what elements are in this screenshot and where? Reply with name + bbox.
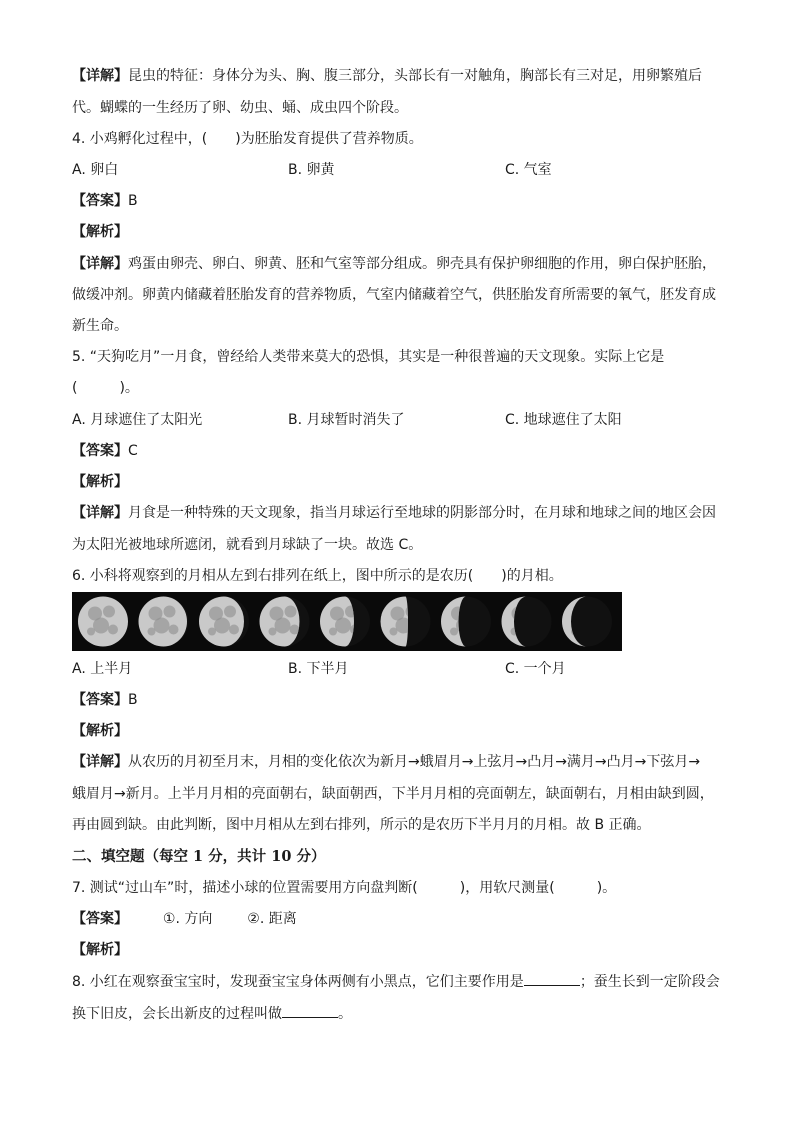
q4-answer (72, 191, 138, 211)
moon-phase-9 (562, 597, 612, 647)
question-7-stem: 7. 测试“过山车”时，描述小球的位置需要用方向盘判断( )，用软尺测量( )。 (72, 880, 617, 896)
detail-tag: 【详解】 (72, 754, 128, 770)
stem-text: 。 (338, 1006, 352, 1022)
q4-detail-line3: 新生命。 (72, 318, 128, 334)
moon-phase-image (72, 592, 622, 651)
q5-analysis-tag: 【解析】 (72, 474, 128, 490)
moon-phase-6 (381, 597, 431, 647)
q6-answer (72, 690, 138, 710)
moon-phase-3 (199, 597, 249, 647)
q6-detail (72, 752, 700, 772)
stem-text: 8. 小红在观察蚕宝宝时，发现蚕宝宝身体两侧有小黑点，它们主要作用是 (72, 974, 524, 990)
stem-text: ；蚕生长到一定阶段会 (579, 974, 720, 990)
moon-phase-8 (502, 597, 552, 647)
q5-option-b: B. 月球暂时消失了 (288, 412, 405, 428)
answer-tag: 【答案】 (72, 692, 128, 708)
detail-tag: 【详解】 (72, 505, 128, 521)
answer-tag: 【答案】 (72, 193, 128, 209)
q4-option-a: A. 卵白 (72, 162, 119, 178)
q7-answer (72, 909, 297, 929)
q6-analysis-tag: 【解析】 (72, 723, 128, 739)
q5-detail (72, 503, 716, 523)
question-8-stem (72, 971, 720, 992)
answer-value: C (128, 443, 138, 459)
q6-option-b: B. 下半月 (288, 661, 349, 677)
detail-tag: 【详解】 (72, 256, 128, 272)
q5-option-c: C. 地球遮住了太阳 (505, 412, 622, 428)
question-4-stem: 4. 小鸡孵化过程中，( )为胚胎发育提供了营养物质。 (72, 131, 423, 147)
answer-tag: 【答案】 (72, 443, 128, 459)
q6-option-a: A. 上半月 (72, 661, 133, 677)
answer-value-2: ②. 距离 (247, 911, 297, 927)
answer-value-1: ①. 方向 (162, 911, 213, 927)
moon-phase-5 (320, 597, 370, 647)
question-5-stem-line2: ( )。 (72, 380, 139, 396)
detail-text: 鸡蛋由卵壳、卵白、卵黄、胚和气室等部分组成。卵壳具有保护卵细胞的作用，卵白保护胚胎， (128, 256, 716, 272)
question-6-stem: 6. 小科将观察到的月相从左到右排列在纸上，图中所示的是农历( )的月相。 (72, 568, 563, 584)
moon-phase-7 (441, 597, 491, 647)
q4-detail-line2: 做缓冲剂。卵黄内储藏着胚胎发育的营养物质，气室内储藏着空气，供胚胎发育所需要的氧气，胚发育成 (72, 287, 716, 303)
q5-answer (72, 441, 138, 461)
answer-value: B (128, 193, 138, 209)
detail-paragraph-insect (72, 66, 702, 86)
detail-text-line: 代。蝴蝶的一生经历了卵、幼虫、蛹、成虫四个阶段。 (72, 100, 408, 116)
moon-phase-strip (72, 592, 622, 651)
answer-tag: 【答案】 (72, 911, 128, 927)
question-5-stem: 5. “天狗吃月”一月食，曾经给人类带来莫大的恐惧，其实是一种很普遍的天文现象。实际上它是 (72, 349, 665, 365)
moon-phase-4 (260, 597, 310, 647)
q7-analysis-tag: 【解析】 (72, 942, 128, 958)
q6-detail-line3: 再由圆到缺。由此判断，图中月相从左到右排列，所示的是农历下半月月的月相。故 B 正确。 (72, 817, 651, 833)
detail-text: 月食是一种特殊的天文现象，指当月球运行至地球的阴影部分时，在月球和地球之间的地区会因 (128, 505, 716, 521)
detail-text: 从农历的月初至月末，月相的变化依次为新月→蛾眉月→上弦月→凸月→满月→凸月→下弦月→ (128, 754, 701, 770)
section-heading-fill-in: 二、填空题（每空 1 分，共计 10 分） (72, 848, 326, 865)
q6-detail-line2: 蛾眉月→新月。上半月月相的亮面朝右，缺面朝西，下半月月相的亮面朝左，缺面朝右，月相由缺到圆， (72, 786, 714, 802)
moon-phase-2 (139, 597, 189, 647)
detail-tag: 【详解】 (72, 68, 128, 84)
answer-value: B (128, 692, 138, 708)
q5-option-a: A. 月球遮住了太阳光 (72, 412, 203, 428)
moon-phase-1 (78, 597, 128, 647)
blank-line (282, 1003, 338, 1018)
q5-detail-line2: 为太阳光被地球所遮闭，就看到月球缺了一块。故选 C。 (72, 537, 423, 553)
blank-line (524, 971, 580, 986)
detail-text: 昆虫的特征：身体分为头、胸、腹三部分，头部长有一对触角，胸部长有三对足，用卵繁殖后 (128, 68, 702, 84)
q4-option-c: C. 气室 (505, 162, 552, 178)
q6-option-c: C. 一个月 (505, 661, 566, 677)
q4-analysis-tag: 【解析】 (72, 224, 128, 240)
q4-option-b: B. 卵黄 (288, 162, 335, 178)
stem-text: 换下旧皮，会长出新皮的过程叫做 (72, 1006, 282, 1022)
question-8-stem-line2 (72, 1003, 352, 1024)
q4-detail (72, 254, 716, 274)
